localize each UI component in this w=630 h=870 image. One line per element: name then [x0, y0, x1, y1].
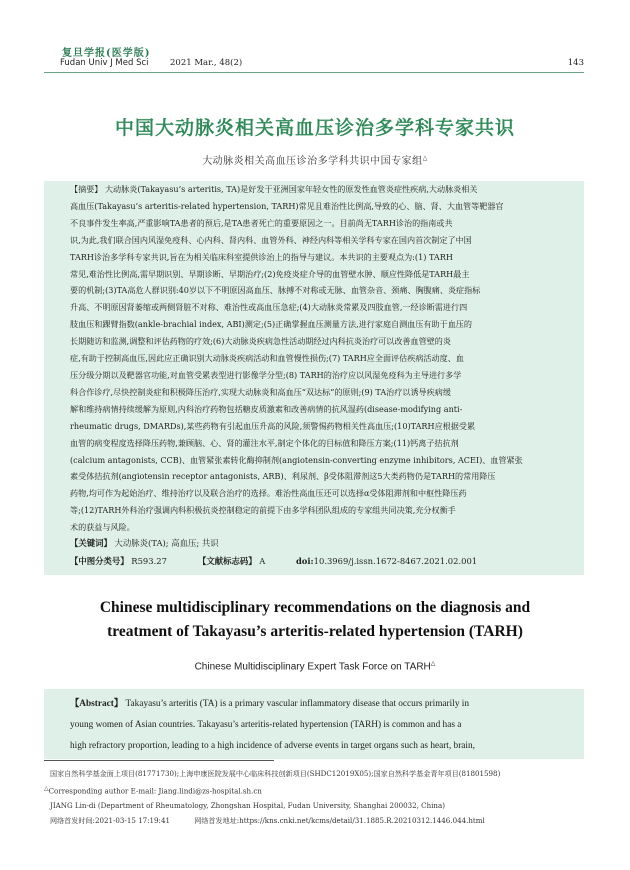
title-en-line-1: Chinese multidisciplinary recommendations on the diagnosis and [99, 599, 531, 616]
journal-name-cn: 复旦学报(医学版) [62, 48, 151, 59]
keywords-line [70, 537, 219, 549]
title-en [0, 596, 630, 644]
journal-name-en: Fudan Univ J Med Sci [60, 58, 149, 68]
footnotes [44, 767, 604, 829]
abstract-en-line: 【Abstract】 Takayasu’s arteritis (TA) is a primary vascular inflammatory disease that occurs primarily in [70, 699, 470, 709]
online-time: 网络首发时间:2021-03-15 17:19:41 [50, 815, 170, 825]
abstract-cn-line: 症,有助于控制高血压,因此应正确识别大动脉炎疾病活动和血管慢性损伤;(7) TARH应全面评估疾病活动度、血 [70, 353, 464, 364]
authors-en-text: Chinese Multidisciplinary Expert Task Force on TARH [194, 661, 431, 673]
abstract-cn-line: 血管的病变程度选择降压药物,兼顾脑、心、肾的灌注水平,制定个体化的目标值和降压方案;(11)钙离子拮抗剂 [70, 437, 459, 448]
doc-code: A [259, 556, 266, 566]
abstract-cn-line: TARH诊治多学科专家共识,旨在为相关临床科室提供诊治上的指导与建议。本共识的主要观点为:(1) TARH [70, 251, 453, 262]
title-en-line-2: treatment of Takayasu’s arteritis-related hypertension (TARH) [107, 623, 523, 640]
abstract-cn-line: 术的获益与风险。 [70, 522, 135, 533]
keywords-label: 【关键词】 [70, 538, 112, 548]
online-note [44, 814, 604, 829]
page-header [44, 44, 584, 72]
funding-note: 国家自然科学基金面上项目(81771730);上海申康医院发展中心临床科技创新项目(SHDC12019X05);国家自然科学基金青年项目(81801598) [50, 769, 501, 778]
abstract-en-line: high refractory proportion, leading to a high incidence of adverse events in target organs such as heart, brain, [70, 741, 475, 751]
abstract-cn-line: 压分级分期以及靶器官功能,对血管受累表型进行影像学分型;(8) TARH的治疗应以风湿免疫科为主导进行多学 [70, 369, 462, 380]
corresponding-text: Corresponding author E-mail: Jiang.lindi@zs-hospital.sh.cn [48, 786, 262, 796]
doi: 10.3969/j.issn.1672-8467.2021.02.001 [313, 556, 478, 566]
abstract-cn-line: rheumatic drugs, DMARDs),某些药物有引起血压升高的风险,须警惕药物相关性高血压;(10)TARH应根据受累 [70, 420, 476, 431]
authors-cn-mark: △ [422, 154, 428, 162]
abstract-cn-line: 解和维持病情持续缓解为原则,内科治疗药物包括糖皮质激素和改善病情的抗风湿药(disease-modifying anti- [70, 403, 463, 414]
abstract-cn-line: 素受体拮抗剂(angiotensin receptor antagonists, ARB)、利尿剂、β受体阻滞剂这5大类药物仍是TARH的常用降压 [70, 471, 496, 482]
abstract-en-box [44, 689, 584, 759]
issue-info: 2021 Mar., 48(2) [170, 58, 243, 68]
footnote-rule [44, 760, 274, 761]
title-cn: 中国大动脉炎相关高血压诊治多学科专家共识 [114, 117, 515, 139]
abstract-cn-line: 升高、不明原因肾萎缩或两侧肾脏不对称、难治性或高血压急症;(4)大动脉炎常累及四肢血管,一经诊断需进行四 [70, 302, 468, 313]
page-number: 143 [567, 58, 584, 68]
classification-line [70, 555, 477, 567]
abstract-en-text [70, 694, 576, 757]
abstract-en-line: young women of Asian countries. Takayasu’s arteritis-related hypertension (TARH) is common and has a [70, 720, 462, 730]
authors-en-mark: △ [430, 661, 436, 667]
authors-cn-text: 大动脉炎相关高血压诊治多学科共识中国专家组 [202, 156, 423, 167]
abstract-cn-line: 不良事件发生率高,严重影响TA患者的预后,是TA患者死亡的重要原因之一。目前尚无TARH诊治的指南或共 [70, 217, 453, 228]
abstract-cn-line: 高血压(Takayasu’s arteritis-related hypertension, TARH)常见且难治性比例高,导致的心、脑、肾、大血管等靶器官 [70, 200, 504, 211]
authors-cn [0, 152, 630, 167]
affiliation-note: JIANG Lin-di (Department of Rheumatology, Zhongshan Hospital, Fudan University, Shanghai 200032, China) [50, 800, 445, 810]
abstract-cn-line: (calcium antagonists, CCB)、血管紧张素转化酶抑制剂(angiotensin-converting enzyme inhibitors, ACEI)、血管紧张 [70, 454, 523, 465]
abstract-cn-line: 常见,难治性比例高,需早期识别、早期诊断、早期治疗;(2)免疫炎症介导的血管壁水肿、顺应性降低是TARH最主 [70, 268, 470, 279]
abstract-cn-line: 【摘要】 大动脉炎(Takayasu’s arteritis, TA)是好发于亚洲国家年轻女性的原发性血管炎症性疾病,大动脉炎相关 [70, 184, 478, 194]
corresponding-mark: △ [44, 784, 49, 792]
abstract-en-label: 【Abstract】 [70, 699, 126, 709]
abstract-cn-text [70, 181, 570, 536]
keywords: 大动脉炎(TA); 高血压; 共识 [114, 538, 219, 548]
corresponding-note [44, 782, 604, 799]
abstract-cn-box [44, 181, 584, 575]
doi-label: doi: [295, 556, 314, 566]
abstract-cn-line: 药物,均可作为起始治疗、维持治疗以及联合治疗的选择。难治性高血压还可以选择α受体阻滞剂和中枢性降压药 [70, 488, 467, 499]
abstract-cn-line: 肢血压和踝臂指数(ankle-brachial index, ABI)测定;(5)正确掌握血压测量方法,进行家庭自测血压有助于血压的 [70, 319, 472, 330]
abstract-cn-line: 识,为此,我们联合国内风湿免疫科、心内科、肾内科、血管外科、神经内科等相关学科专家在国内首次制定了中国 [70, 234, 472, 245]
abstract-cn-line: 要的机制;(3)TA高危人群识别:40岁以下不明原因高血压、脉搏不对称或无脉、血管杂音、颈痛、胸腹痛、炎症指标 [70, 285, 481, 296]
abstract-cn-line: 长期随访和监测,调整和评估药物的疗效;(6)大动脉炎疾病急性活动期经过内科抗炎治疗可以改善血管壁的炎 [70, 336, 451, 347]
header-rule [44, 72, 584, 73]
authors-en [0, 660, 630, 672]
doc-code-label: 【文献标志码】 [197, 556, 257, 566]
abstract-cn-line: 等;(12)TARH外科治疗强调内科积极抗炎控制稳定的前提下由多学科团队组成的专家组共同决策,充分权衡手 [70, 505, 456, 516]
online-url: 网络首发地址:https://kns.cnki.net/kcms/detail/31.1885.R.20210312.1446.044.html [194, 815, 485, 825]
classification-code: R593.27 [131, 556, 167, 566]
classification-label: 【中图分类号】 [70, 556, 129, 566]
abstract-cn-line: 科合作诊疗,尽快控制炎症和积极降压治疗,实现大动脉炎和高血压“双达标”的原则;(9) TA治疗以诱导疾病缓 [70, 386, 451, 397]
